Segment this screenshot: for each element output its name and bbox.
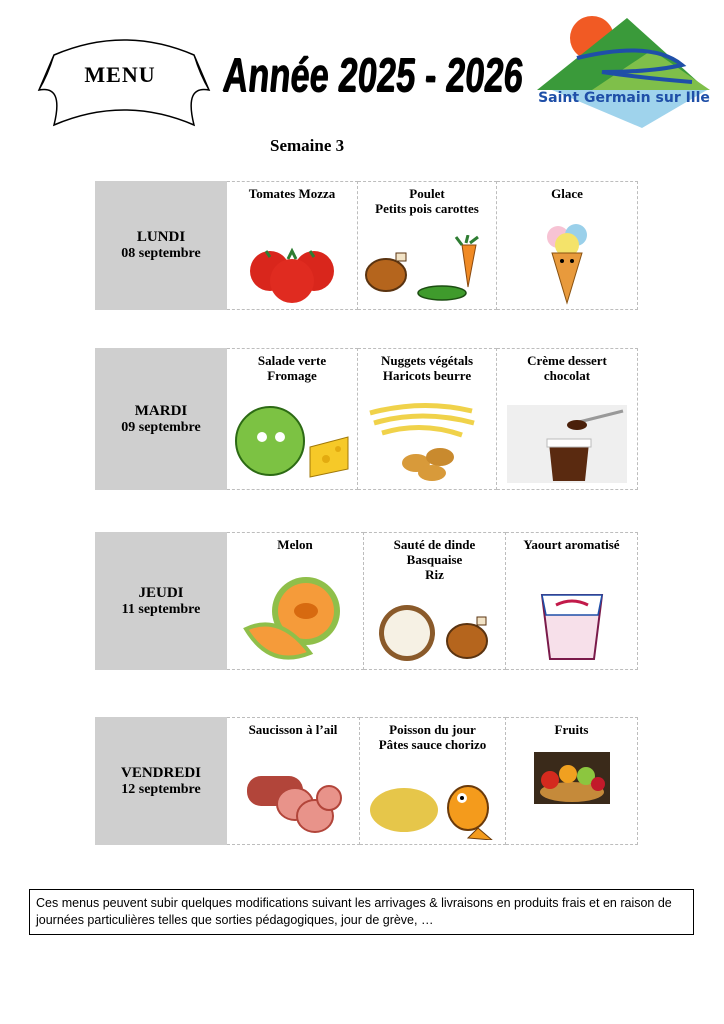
day-date: 12 septembre bbox=[121, 781, 201, 797]
pasta-fish-icon bbox=[360, 768, 505, 840]
beans-nuggets-icon bbox=[358, 391, 496, 485]
dish-name: Nuggets végétals Haricots beurre bbox=[380, 353, 474, 383]
day-label bbox=[95, 181, 227, 310]
menu-label: MENU bbox=[84, 62, 156, 87]
rice-turkey-icon bbox=[364, 603, 505, 665]
day-name: LUNDI bbox=[136, 229, 186, 245]
dish-name: Melon bbox=[277, 537, 313, 552]
dish-name: Poisson du jour Pâtes sauce chorizo bbox=[378, 722, 487, 752]
day-name: JEUDI bbox=[138, 584, 184, 601]
sausage-icon bbox=[227, 764, 359, 840]
dish-name: Tomates Mozza bbox=[248, 186, 336, 201]
dish-name: Saucisson à l’ail bbox=[248, 722, 338, 737]
dish-cell bbox=[358, 181, 497, 310]
lettuce-cheese-icon bbox=[227, 401, 357, 485]
dish-name: Poulet Petits pois carottes bbox=[375, 186, 479, 216]
dish-cell bbox=[506, 717, 638, 845]
day-date: 09 septembre bbox=[121, 419, 201, 435]
dish-cell bbox=[360, 717, 506, 845]
dish-cell bbox=[227, 181, 358, 310]
dish-cell bbox=[227, 717, 360, 845]
day-label bbox=[95, 532, 227, 670]
day-label bbox=[95, 717, 227, 845]
dish-cell bbox=[497, 348, 638, 490]
town-logo bbox=[532, 10, 712, 130]
day-block-mardi bbox=[95, 348, 638, 490]
dish-name: Sauté de dinde Basquaise Riz bbox=[393, 537, 476, 582]
dish-cell bbox=[364, 532, 506, 670]
town-name: Saint Germain sur Ille bbox=[538, 90, 710, 106]
dish-cell bbox=[227, 348, 358, 490]
dish-cell bbox=[358, 348, 497, 490]
ice-cream-icon bbox=[497, 221, 637, 305]
day-block-vendredi bbox=[95, 717, 638, 845]
dish-name: Yaourt aromatisé bbox=[523, 537, 620, 552]
dish-name: Crème dessert chocolat bbox=[527, 353, 607, 383]
dish-name: Fruits bbox=[554, 722, 589, 737]
dish-name: Glace bbox=[551, 186, 583, 201]
dish-cell bbox=[506, 532, 638, 670]
dish-cell bbox=[227, 532, 364, 670]
day-date: 08 septembre bbox=[121, 246, 201, 261]
day-block-jeudi bbox=[95, 532, 638, 670]
yogurt-icon bbox=[506, 585, 637, 665]
day-name: VENDREDI bbox=[120, 764, 201, 781]
chicken-peas-carrot-icon bbox=[358, 235, 496, 305]
day-date: 11 septembre bbox=[121, 601, 201, 617]
day-label bbox=[95, 348, 227, 490]
day-name: MARDI bbox=[134, 402, 188, 419]
page-title: Année 2025 - 2026 bbox=[220, 49, 526, 102]
day-block-lundi bbox=[95, 181, 638, 310]
fruit-basket-icon bbox=[506, 752, 637, 804]
tomato-icon bbox=[227, 239, 357, 305]
dish-name: Salade verte Fromage bbox=[257, 353, 327, 383]
week-label: Semaine 3 bbox=[270, 136, 345, 155]
chocolate-cream-icon bbox=[497, 403, 637, 485]
dish-cell bbox=[497, 181, 638, 310]
disclaimer-note: Ces menus peuvent subir quelques modifications suivant les arrivages & livraisons en produits frais et en raison de journées particulières telles que sorties pédagogiques, jour de grève, … bbox=[29, 889, 694, 935]
melon-icon bbox=[227, 573, 363, 665]
